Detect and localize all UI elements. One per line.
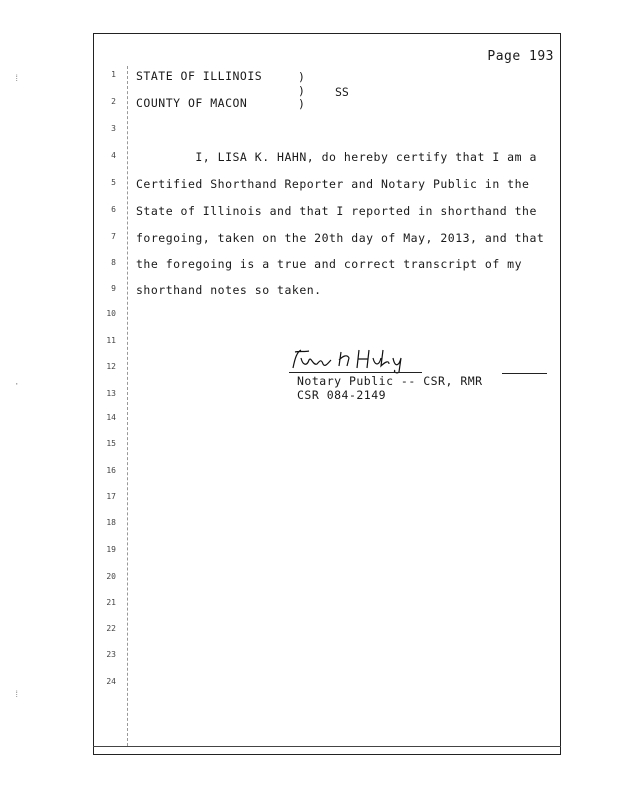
- scan-mark: ⁞: [14, 690, 20, 700]
- line-number: 15: [106, 439, 116, 448]
- certificate-line: Certified Shorthand Reporter and Notary Public in the: [136, 177, 530, 191]
- line-number: 23: [106, 650, 116, 659]
- certificate-line: I, LISA K. HAHN, do hereby certify that I am a: [136, 150, 537, 164]
- line-number: 16: [106, 466, 116, 475]
- caption-paren: ): [298, 70, 305, 84]
- line-number: 24: [106, 677, 116, 686]
- line-number: 5: [111, 178, 116, 187]
- line-number: 17: [106, 492, 116, 501]
- line-number: 12: [106, 362, 116, 371]
- notary-license: CSR 084-2149: [297, 388, 387, 402]
- certificate-line: the foregoing is a true and correct transcript of my: [136, 257, 523, 271]
- line-number: 3: [111, 124, 116, 133]
- caption-paren: ): [298, 97, 305, 111]
- line-number: 11: [106, 336, 116, 345]
- line-number: 18: [106, 518, 116, 527]
- line-number: 2: [111, 97, 116, 106]
- margin-rule: [127, 66, 128, 746]
- line-number: 21: [106, 598, 116, 607]
- line-number: 19: [106, 545, 116, 554]
- bottom-rule: [93, 746, 561, 747]
- caption-paren: ): [298, 84, 305, 98]
- signature-line: [289, 372, 422, 373]
- certificate-line: shorthand notes so taken.: [136, 283, 322, 297]
- scan-mark: ⁞: [14, 74, 20, 84]
- page-number: Page 193: [487, 49, 554, 64]
- certificate-line: foregoing, taken on the 20th day of May, 2013, and that: [136, 231, 545, 245]
- handwritten-signature: [289, 344, 419, 374]
- line-number: 6: [111, 205, 116, 214]
- line-number: 7: [111, 232, 116, 241]
- rule-line: [502, 373, 547, 374]
- line-number: 10: [106, 309, 116, 318]
- caption-state: STATE OF ILLINOIS: [136, 69, 263, 83]
- line-number: 14: [106, 413, 116, 422]
- notary-title: Notary Public -- CSR, RMR: [297, 374, 483, 388]
- certificate-line: State of Illinois and that I reported in shorthand the: [136, 204, 537, 218]
- line-number: 13: [106, 389, 116, 398]
- line-number: 1: [111, 70, 116, 79]
- caption-ss: SS: [335, 85, 349, 99]
- line-number: 9: [111, 284, 116, 293]
- line-number: 8: [111, 258, 116, 267]
- line-number: 22: [106, 624, 116, 633]
- scan-mark: ·: [14, 380, 20, 390]
- line-number: 4: [111, 151, 116, 160]
- line-number: 20: [106, 572, 116, 581]
- caption-county: COUNTY OF MACON: [136, 96, 248, 110]
